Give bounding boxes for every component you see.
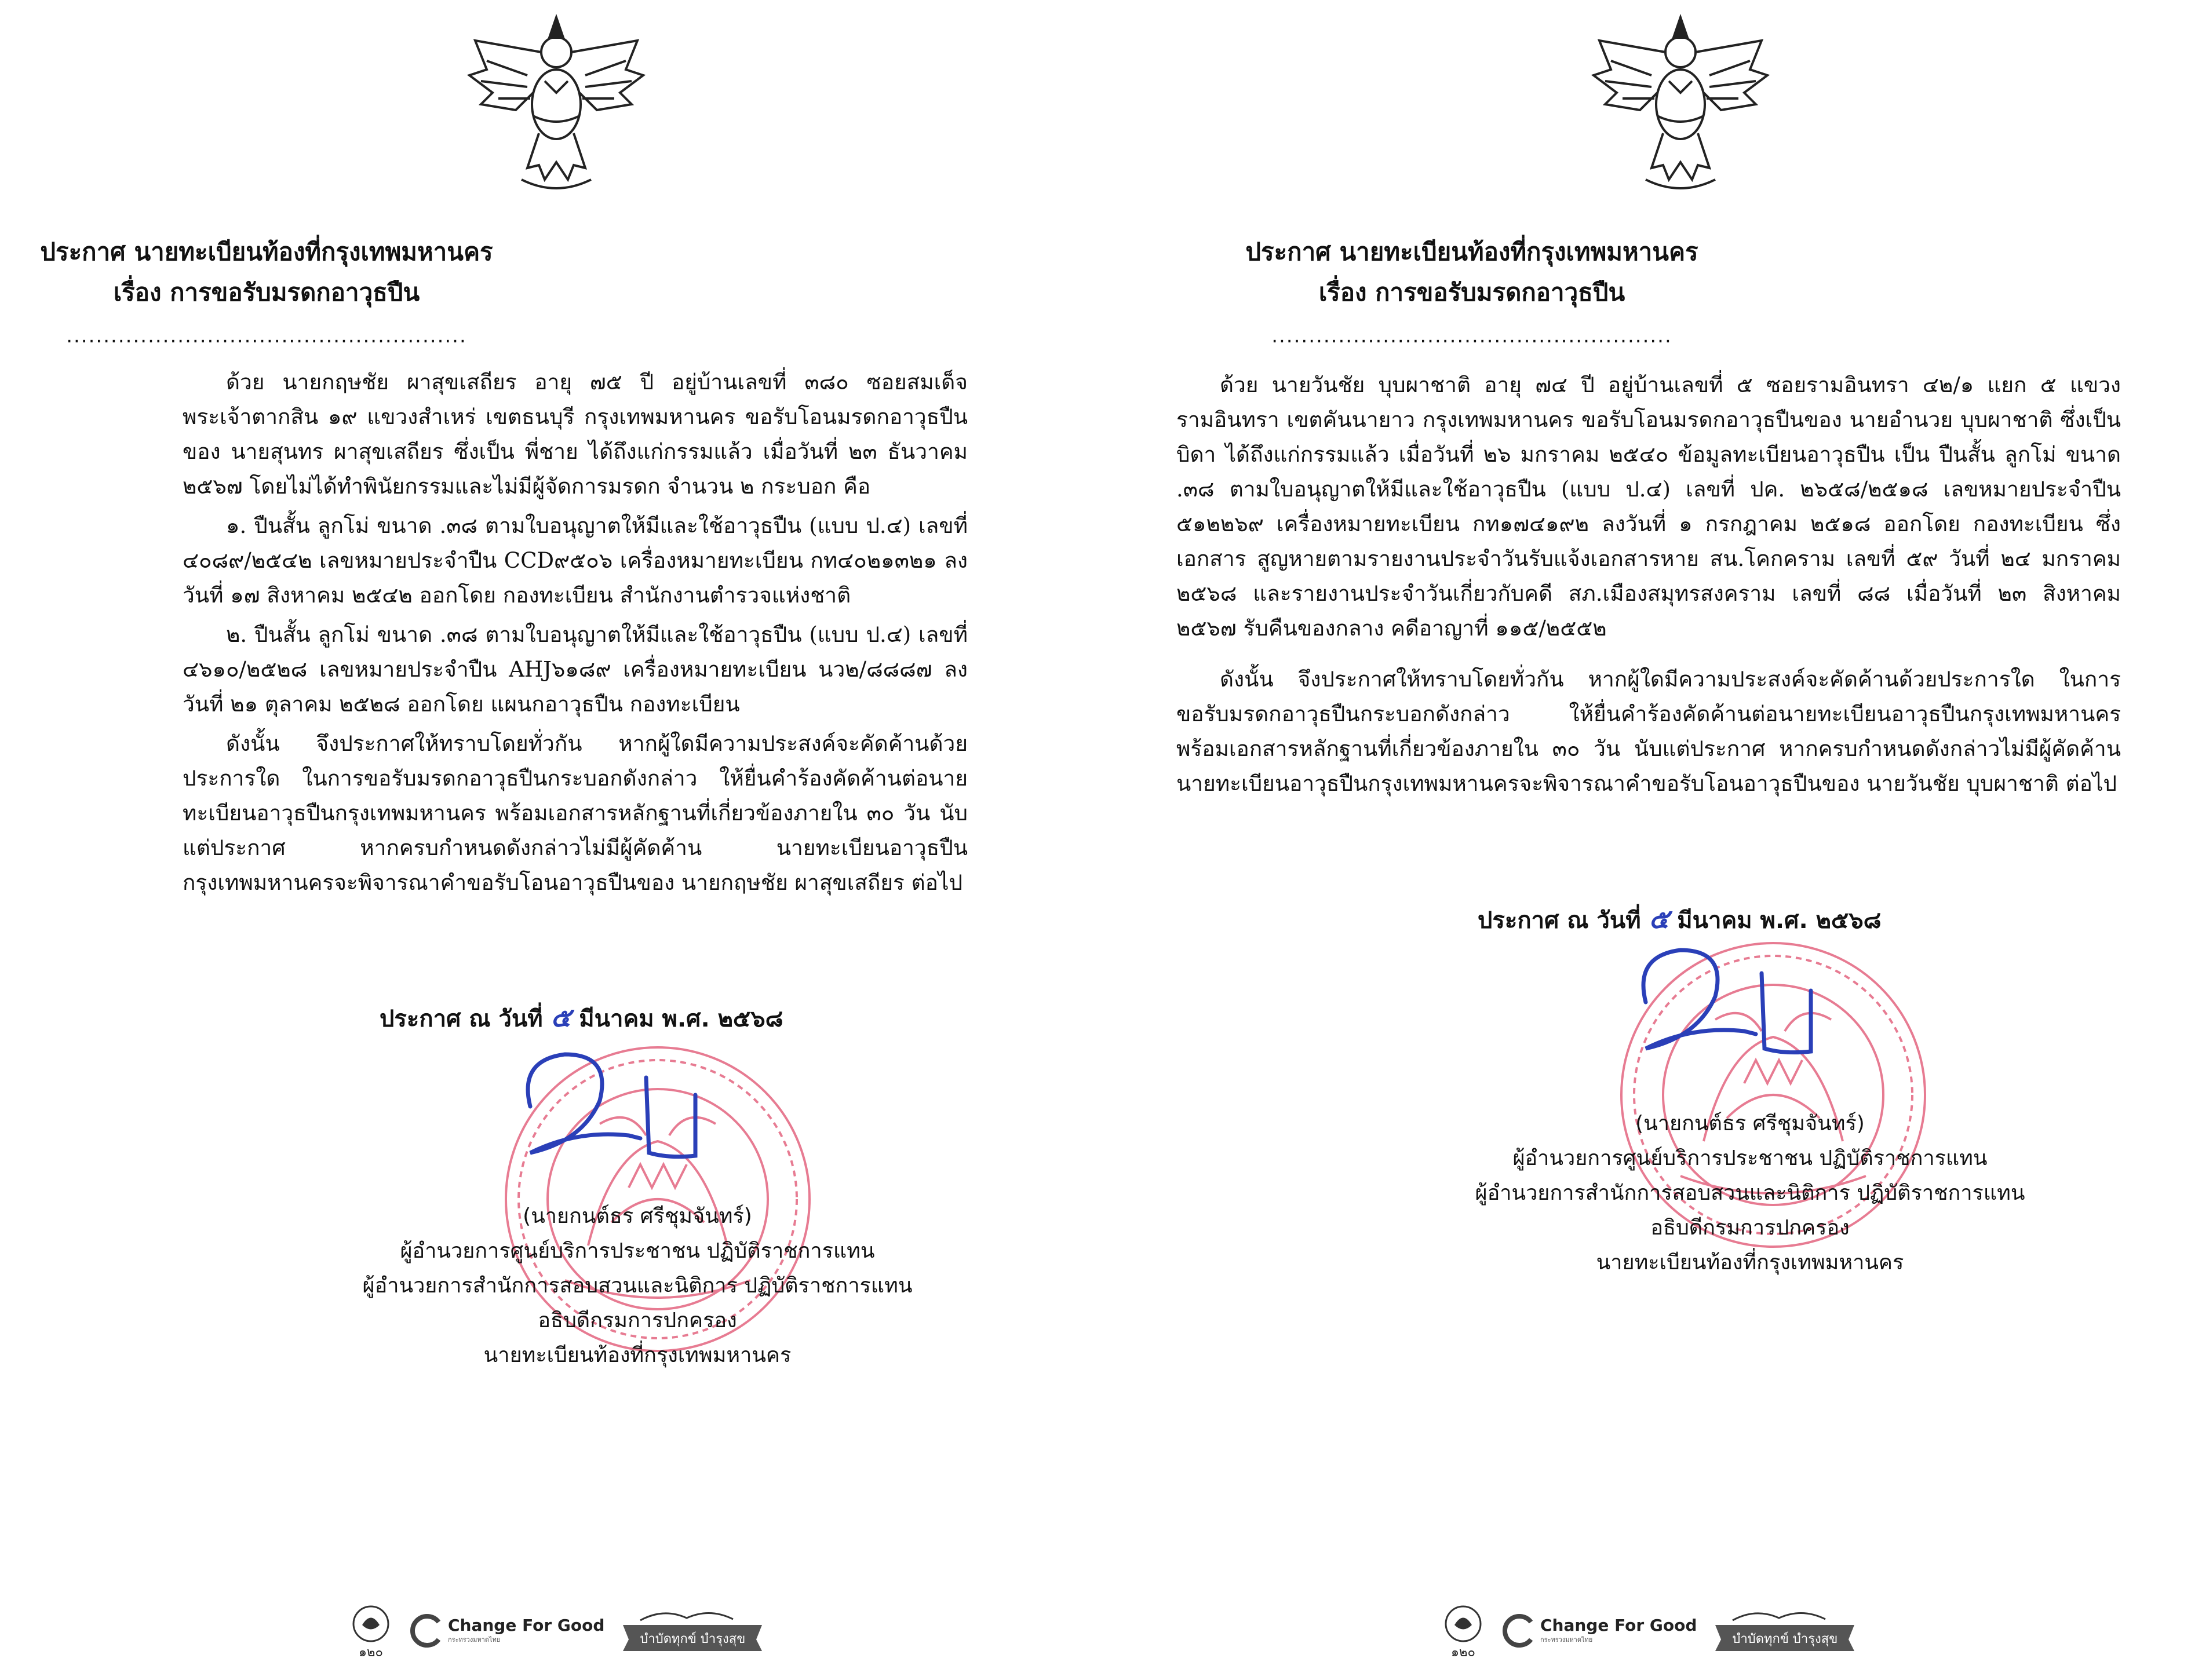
c-ring-icon: [410, 1613, 444, 1648]
announcement-subject: เรื่อง การขอรับมรดกอาวุธปืน: [113, 278, 420, 306]
signatory-position: นายทะเบียนท้องที่กรุงเทพมหานคร: [483, 1343, 792, 1367]
footer-logos: [345, 1599, 768, 1663]
signatory-position: ผู้อำนวยการศูนย์บริการประชาชน ปฏิบัติราชการแทน: [400, 1239, 875, 1263]
announcement-body: [1176, 368, 2121, 801]
garuda-emblem: [1588, 6, 1773, 197]
signatory-block: [1460, 1106, 2040, 1280]
body-paragraph: ด้วย นายกฤษชัย ผาสุขเสถียร อายุ ๗๕ ปี อยู่บ้านเลขที่ ๓๘๐ ซอยสมเด็จพระเจ้าตากสิน ๑๙ แขวงสำเหร่ เขตธนบุรี กรุงเทพมหานคร ขอรับโอนมรดกอาวุธปืนของ นายสุนทร ผาสุขเสถียร ซึ่งเป็น พี่ชาย ได้ถึงแก่กรรมแล้ว เมื่อวันที่ ๒๓ ธันวาคม ๒๕๖๗ โดยไม่ได้ทำพินัยกรรมและไม่มีผู้จัดการมรดก จำนวน ๒ กระบอก คือ: [183, 370, 968, 499]
body-paragraph: ๑. ปืนสั้น ลูกโม่ ขนาด .๓๘ ตามใบอนุญาตให้มีและใช้อาวุธปืน (แบบ ป.๔) เลขที่ ๔๐๘๙/๒๕๔๒ เลขหมายประจำปืน CCD๙๕๐๖ เครื่องหมายทะเบียน กท๔๐๒๑๓๒๑ ลงวันที่ ๑๗ สิงหาคม ๒๕๔๒ ออกโดย กองทะเบียน สำนักงานตำรวจแห่งชาติ: [183, 513, 968, 608]
date-suffix: มีนาคม พ.ศ. ๒๕๖๘: [579, 1006, 783, 1032]
garuda-emblem: [464, 6, 649, 197]
change-for-good-logo: [1502, 1613, 1697, 1648]
title-dotted-rule: ......................................................: [1271, 324, 1672, 348]
date-prefix: ประกาศ ณ วันที่: [1478, 907, 1641, 934]
body-paragraph: ดังนั้น จึงประกาศให้ทราบโดยทั่วกัน หากผู้ใดมีความประสงค์จะคัดค้านด้วยประการใด ในการขอรับมรดกอาวุธปืนกระบอกดังกล่าว ให้ยื่นคำร้องคัดค้านต่อนายทะเบียนอาวุธปืนกรุงเทพมหานคร พร้อมเอกสารหลักฐานที่เกี่ยวข้องภายใน ๓๐ วัน นับแต่ประกาศ หากครบกำหนดดังกล่าวไม่มีผู้คัดค้าน นายทะเบียนอาวุธปืนกรุงเทพมหานครจะพิจารณาคำขอรับโอนอาวุธปืนของ นายกฤษชัย ผาสุขเสถียร ต่อไป: [183, 731, 968, 895]
handwritten-signature: [1643, 950, 1811, 1053]
date-prefix: ประกาศ ณ วันที่: [380, 1006, 543, 1032]
body-paragraph: ด้วย นายวันชัย บุบผาชาติ อายุ ๗๔ ปี อยู่บ้านเลขที่ ๕ ซอยรามอินทรา ๔๒/๑ แยก ๕ แขวงรามอินทรา เขตคันนายาว กรุงเทพมหานคร ขอรับโอนมรดกอาวุธปืนของ นายอำนวย บุบผาชาติ ซึ่งเป็น บิดา ได้ถึงแก่กรรมแล้ว เมื่อวันที่ ๒๖ มกราคม ๒๕๔๐ ข้อมูลทะเบียนอาวุธปืน เป็น ปืนสั้น ลูกโม่ ขนาด .๓๘ ตามใบอนุญาตให้มีและใช้อาวุธปืน (แบบ ป.๔) เลขที่ ปค. ๒๖๕๘/๒๕๑๘ เลขหมายประจำปืน ๕๑๒๒๖๙ เครื่องหมายทะเบียน กท๑๗๔๑๙๒ ลงวันที่ ๑ กรกฎาคม ๒๕๑๘ ออกโดย กองทะเบียน ซึ่งเอกสาร สูญหายตามรายงานประจำวันรับแจ้งเอกสารหาย สน.โคกคราม เลขที่ ๕๙ วันที่ ๒๔ มกราคม ๒๕๖๘ และรายงานประจำวันเกี่ยวกับคดี สภ.เมืองสมุทรสงคราม เลขที่ ๘๘ เมื่อวันที่ ๒๓ สิงหาคม ๒๕๖๗ รับคืนของกลาง คดีอาญาที่ ๑๑๕/๒๕๕๒: [1176, 372, 2121, 641]
title-dotted-rule: ......................................................: [66, 324, 467, 348]
c-ring-icon: [1502, 1613, 1537, 1648]
change-for-good-text: Change For Good: [1540, 1616, 1697, 1635]
signatory-block: [348, 1199, 927, 1373]
footer-logos: [1437, 1599, 1860, 1663]
change-for-good-text: Change For Good: [448, 1616, 605, 1635]
signatory-name: (นายกนต์ธร ศรีชุมจันทร์): [523, 1204, 752, 1228]
announcement-date: [380, 996, 783, 1039]
announcement-page-right: [1101, 0, 2202, 1680]
change-for-good-logo: [410, 1613, 604, 1648]
signatory-position: ผู้อำนวยการสำนักการสอบสวนและนิติการ ปฏิบัติราชการแทน: [362, 1274, 913, 1298]
announcement-title: ประกาศ นายทะเบียนท้องที่กรุงเทพมหานคร: [40, 238, 493, 266]
signatory-position: อธิบดีกรมการปกครอง: [538, 1309, 737, 1332]
signatory-position: ผู้อำนวยการสำนักการสอบสวนและนิติการ ปฏิบัติราชการแทน: [1475, 1181, 2025, 1205]
signatory-position: นายทะเบียนท้องที่กรุงเทพมหานคร: [1596, 1251, 1904, 1274]
slogan-text: บำบัดทุกข์ บำรุงสุข: [1732, 1632, 1838, 1646]
anniversary-120-logo: [345, 1602, 397, 1660]
announcement-subject: เรื่อง การขอรับมรดกอาวุธปืน: [1318, 278, 1625, 306]
announcement-body: [183, 365, 968, 900]
ministry-name: กระทรวงมหาดไทย: [448, 1636, 501, 1644]
anniversary-number: ๑๒๐: [1451, 1645, 1475, 1660]
date-day-handwritten: ๕: [550, 1002, 571, 1033]
slogan-banner-logo: [617, 1608, 768, 1654]
signatory-name: (นายกนต์ธร ศรีชุมจันทร์): [1635, 1112, 1865, 1135]
slogan-text: บำบัดทุกข์ บำรุงสุข: [640, 1632, 746, 1646]
handwritten-signature: [528, 1054, 695, 1157]
announcement-title: ประกาศ นายทะเบียนท้องที่กรุงเทพมหานคร: [1245, 238, 1698, 266]
date-day-handwritten: ๕: [1649, 903, 1669, 934]
ministry-name: กระทรวงมหาดไทย: [1540, 1636, 1593, 1644]
body-paragraph: ดังนั้น จึงประกาศให้ทราบโดยทั่วกัน หากผู้ใดมีความประสงค์จะคัดค้านด้วยประการใด ในการขอรับมรดกอาวุธปืนกระบอกดังกล่าว ให้ยื่นคำร้องคัดค้านต่อนายทะเบียนอาวุธปืนกรุงเทพมหานคร พร้อมเอกสารหลักฐานที่เกี่ยวข้องภายใน ๓๐ วัน นับแต่ประกาศ หากครบกำหนดดังกล่าวไม่มีผู้คัดค้าน นายทะเบียนอาวุธปืนกรุงเทพมหานครจะพิจารณาคำขอรับโอนอาวุธปืนของ นายวันชัย บุบผาชาติ ต่อไป: [1176, 667, 2121, 796]
body-paragraph: ๒. ปืนสั้น ลูกโม่ ขนาด .๓๘ ตามใบอนุญาตให้มีและใช้อาวุธปืน (แบบ ป.๔) เลขที่ ๔๖๑๐/๒๕๒๘ เลขหมายประจำปืน AHJ๖๑๘๙ เครื่องหมายทะเบียน นว๒/๘๘๘๗ ลงวันที่ ๒๑ ตุลาคม ๒๕๒๘ ออกโดย แผนกอาวุธปืน กองทะเบียน: [183, 622, 968, 717]
anniversary-120-logo: [1437, 1602, 1489, 1660]
date-suffix: มีนาคม พ.ศ. ๒๕๖๘: [1677, 907, 1882, 934]
anniversary-number: ๑๒๐: [359, 1645, 383, 1660]
signatory-position: อธิบดีกรมการปกครอง: [1650, 1216, 1850, 1240]
slogan-banner-logo: [1709, 1608, 1860, 1654]
signatory-position: ผู้อำนวยการศูนย์บริการประชาชน ปฏิบัติราชการแทน: [1512, 1146, 1988, 1170]
